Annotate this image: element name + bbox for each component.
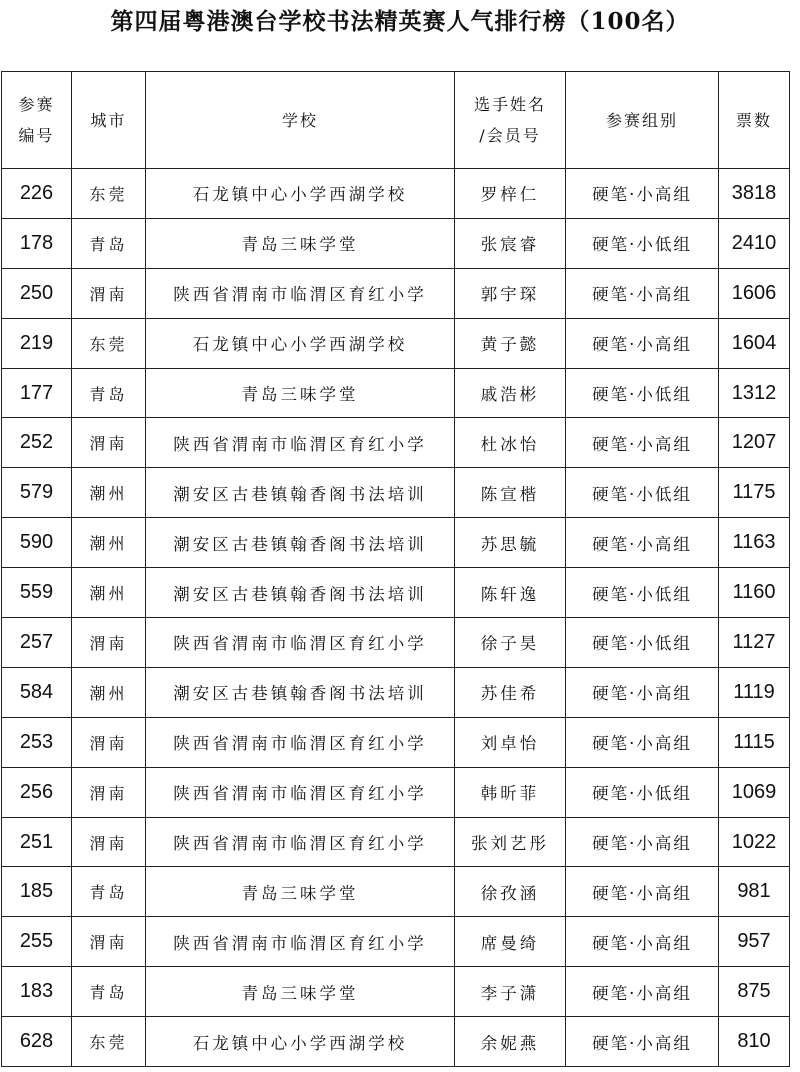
group-cell: 硬笔·小低组 <box>566 767 719 817</box>
contestant-name-cell: 刘卓怡 <box>455 717 566 767</box>
group-cell: 硬笔·小低组 <box>566 618 719 668</box>
group-cell: 硬笔·小高组 <box>566 518 719 568</box>
votes-cell: 1069 <box>719 767 790 817</box>
contestant-name-cell: 戚浩彬 <box>455 368 566 418</box>
school-cell: 潮安区古巷镇翰香阁书法培训 <box>146 667 455 717</box>
school-cell: 陕西省渭南市临渭区育红小学 <box>146 817 455 867</box>
contestant-name-cell: 苏思毓 <box>455 518 566 568</box>
table-row <box>2 1017 790 1067</box>
contestant-name-cell: 黄子懿 <box>455 318 566 368</box>
contestant-name-cell: 郭宇琛 <box>455 268 566 318</box>
group-cell: 硬笔·小高组 <box>566 667 719 717</box>
table-row <box>2 618 790 668</box>
contestant-name-cell: 张宸睿 <box>455 218 566 268</box>
contestant-name-cell: 余妮燕 <box>455 1017 566 1067</box>
table-row <box>2 767 790 817</box>
school-cell: 青岛三味学堂 <box>146 967 455 1017</box>
city-cell: 渭南 <box>72 917 146 967</box>
school-cell: 石龙镇中心小学西湖学校 <box>146 169 455 219</box>
school-cell: 陕西省渭南市临渭区育红小学 <box>146 618 455 668</box>
votes-cell: 1163 <box>719 518 790 568</box>
group-cell: 硬笔·小高组 <box>566 268 719 318</box>
votes-cell: 1022 <box>719 817 790 867</box>
header-group: 参赛组别 <box>566 72 719 169</box>
entry-number-cell: 559 <box>2 568 72 618</box>
entry-number-cell: 251 <box>2 817 72 867</box>
entry-number-cell: 252 <box>2 418 72 468</box>
contestant-name-cell: 韩昕菲 <box>455 767 566 817</box>
entry-number-cell: 185 <box>2 867 72 917</box>
school-cell: 潮安区古巷镇翰香阁书法培训 <box>146 468 455 518</box>
table-row <box>2 318 790 368</box>
school-cell: 陕西省渭南市临渭区育红小学 <box>146 418 455 468</box>
votes-cell: 957 <box>719 917 790 967</box>
votes-cell: 1606 <box>719 268 790 318</box>
votes-cell: 810 <box>719 1017 790 1067</box>
city-cell: 渭南 <box>72 268 146 318</box>
school-cell: 陕西省渭南市临渭区育红小学 <box>146 767 455 817</box>
header-school: 学校 <box>146 72 455 169</box>
header-name-line2: /会员号 <box>479 126 541 145</box>
city-cell: 青岛 <box>72 218 146 268</box>
school-cell: 石龙镇中心小学西湖学校 <box>146 1017 455 1067</box>
contestant-name-cell: 张刘艺彤 <box>455 817 566 867</box>
city-cell: 潮州 <box>72 667 146 717</box>
header-row <box>2 72 790 169</box>
header-city: 城市 <box>72 72 146 169</box>
header-votes: 票数 <box>719 72 790 169</box>
header-name-line1: 选手姓名 <box>473 95 546 114</box>
votes-cell: 1312 <box>719 368 790 418</box>
page-title: 第四届粤港澳台学校书法精英赛人气排行榜（100名） <box>110 8 690 35</box>
header-contestant-name <box>455 72 566 169</box>
entry-number-cell: 226 <box>2 169 72 219</box>
group-cell: 硬笔·小低组 <box>566 568 719 618</box>
group-cell: 硬笔·小低组 <box>566 218 719 268</box>
group-cell: 硬笔·小高组 <box>566 169 719 219</box>
group-cell: 硬笔·小高组 <box>566 867 719 917</box>
entry-number-cell: 250 <box>2 268 72 318</box>
school-cell: 石龙镇中心小学西湖学校 <box>146 318 455 368</box>
city-cell: 渭南 <box>72 717 146 767</box>
contestant-name-cell: 罗梓仁 <box>455 169 566 219</box>
votes-cell: 1119 <box>719 667 790 717</box>
entry-number-cell: 177 <box>2 368 72 418</box>
entry-number-cell: 219 <box>2 318 72 368</box>
city-cell: 潮州 <box>72 468 146 518</box>
table-body <box>2 169 790 1067</box>
group-cell: 硬笔·小高组 <box>566 917 719 967</box>
contestant-name-cell: 苏佳希 <box>455 667 566 717</box>
votes-cell: 3818 <box>719 169 790 219</box>
votes-cell: 1160 <box>719 568 790 618</box>
group-cell: 硬笔·小高组 <box>566 817 719 867</box>
school-cell: 青岛三味学堂 <box>146 218 455 268</box>
entry-number-cell: 256 <box>2 767 72 817</box>
city-cell: 东莞 <box>72 169 146 219</box>
ranking-table <box>1 71 790 1067</box>
contestant-name-cell: 席曼绮 <box>455 917 566 967</box>
entry-number-cell: 590 <box>2 518 72 568</box>
group-cell: 硬笔·小高组 <box>566 1017 719 1067</box>
entry-number-cell: 257 <box>2 618 72 668</box>
table-row <box>2 568 790 618</box>
city-cell: 潮州 <box>72 568 146 618</box>
school-cell: 潮安区古巷镇翰香阁书法培训 <box>146 518 455 568</box>
table-row <box>2 867 790 917</box>
table-row <box>2 218 790 268</box>
city-cell: 青岛 <box>72 368 146 418</box>
contestant-name-cell: 徐子昊 <box>455 618 566 668</box>
votes-cell: 981 <box>719 867 790 917</box>
school-cell: 青岛三味学堂 <box>146 867 455 917</box>
city-cell: 东莞 <box>72 1017 146 1067</box>
table-row <box>2 418 790 468</box>
header-entry-number-line1: 参赛 <box>18 95 55 114</box>
header-entry-number <box>2 72 72 169</box>
school-cell: 青岛三味学堂 <box>146 368 455 418</box>
entry-number-cell: 579 <box>2 468 72 518</box>
votes-cell: 1127 <box>719 618 790 668</box>
city-cell: 渭南 <box>72 618 146 668</box>
votes-cell: 1115 <box>719 717 790 767</box>
table-row <box>2 368 790 418</box>
group-cell: 硬笔·小高组 <box>566 717 719 767</box>
city-cell: 青岛 <box>72 967 146 1017</box>
school-cell: 陕西省渭南市临渭区育红小学 <box>146 717 455 767</box>
city-cell: 潮州 <box>72 518 146 568</box>
table-row <box>2 169 790 219</box>
table-header <box>2 72 790 169</box>
city-cell: 渭南 <box>72 817 146 867</box>
entry-number-cell: 253 <box>2 717 72 767</box>
group-cell: 硬笔·小高组 <box>566 418 719 468</box>
entry-number-cell: 628 <box>2 1017 72 1067</box>
school-cell: 陕西省渭南市临渭区育红小学 <box>146 917 455 967</box>
contestant-name-cell: 陈宣楷 <box>455 468 566 518</box>
table-row <box>2 917 790 967</box>
contestant-name-cell: 李子潇 <box>455 967 566 1017</box>
header-entry-number-line2: 编号 <box>18 126 55 145</box>
entry-number-cell: 183 <box>2 967 72 1017</box>
votes-cell: 1175 <box>719 468 790 518</box>
group-cell: 硬笔·小低组 <box>566 468 719 518</box>
table-row <box>2 518 790 568</box>
table-row <box>2 667 790 717</box>
group-cell: 硬笔·小低组 <box>566 368 719 418</box>
city-cell: 渭南 <box>72 767 146 817</box>
entry-number-cell: 255 <box>2 917 72 967</box>
city-cell: 渭南 <box>72 418 146 468</box>
contestant-name-cell: 徐孜涵 <box>455 867 566 917</box>
votes-cell: 1207 <box>719 418 790 468</box>
votes-cell: 2410 <box>719 218 790 268</box>
school-cell: 潮安区古巷镇翰香阁书法培训 <box>146 568 455 618</box>
group-cell: 硬笔·小高组 <box>566 967 719 1017</box>
entry-number-cell: 584 <box>2 667 72 717</box>
table-row <box>2 717 790 767</box>
table-row <box>2 268 790 318</box>
city-cell: 东莞 <box>72 318 146 368</box>
table-row <box>2 468 790 518</box>
group-cell: 硬笔·小高组 <box>566 318 719 368</box>
entry-number-cell: 178 <box>2 218 72 268</box>
votes-cell: 875 <box>719 967 790 1017</box>
table-row <box>2 817 790 867</box>
contestant-name-cell: 杜冰怡 <box>455 418 566 468</box>
table-row <box>2 967 790 1017</box>
school-cell: 陕西省渭南市临渭区育红小学 <box>146 268 455 318</box>
votes-cell: 1604 <box>719 318 790 368</box>
contestant-name-cell: 陈轩逸 <box>455 568 566 618</box>
city-cell: 青岛 <box>72 867 146 917</box>
